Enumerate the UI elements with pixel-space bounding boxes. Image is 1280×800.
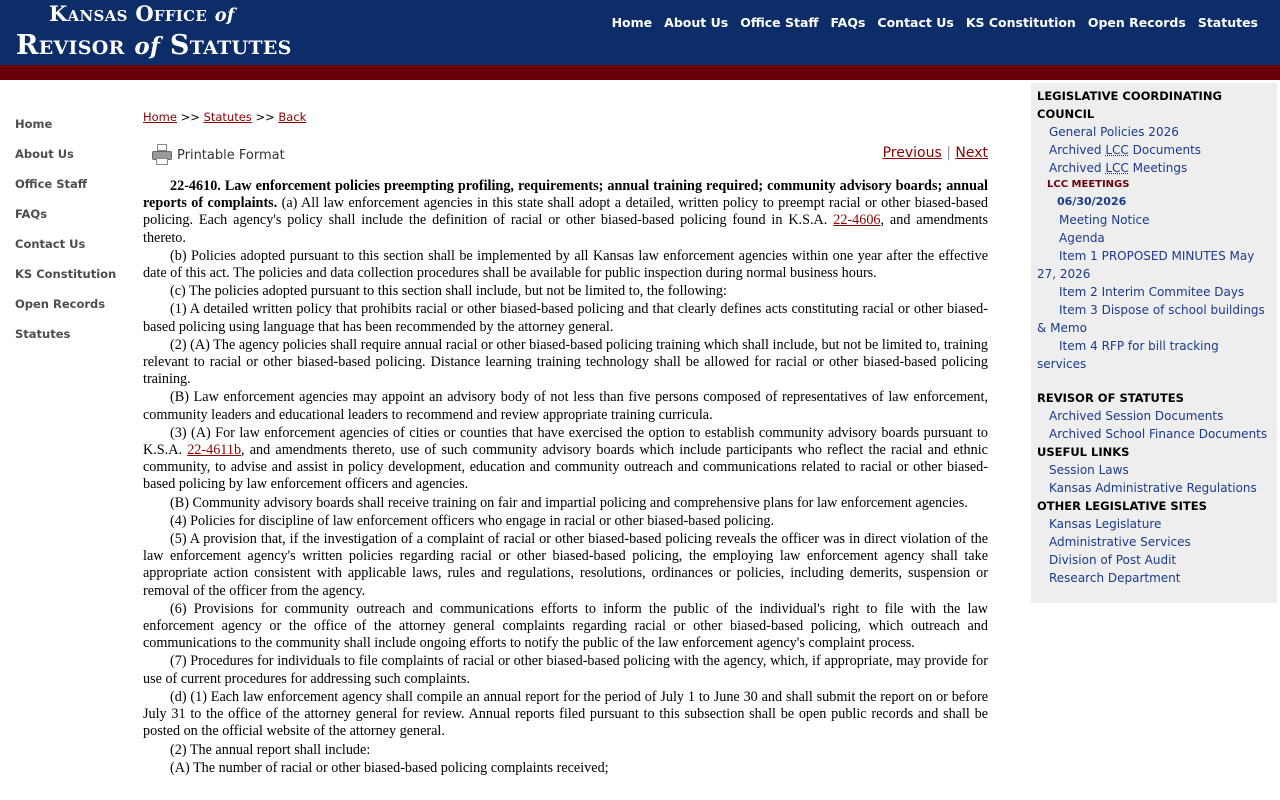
- statute-paragraph: (5) A provision that, if the investigation of a complaint of racial or other biased-based policing reveals the officer was in direct violation of the law enforcement agency's written policies regarding racial or other biased-based policing, the employing law enforcement agency shall take appropriate action consistent with applicable laws, rules and regulations, resolutions, ordinances or policies, including demerits, suspension or removal of the officer from the agency.: [143, 531, 988, 599]
- statute-paragraph: (7) Procedures for individuals to file complaints of racial or other biased-based policing with the agency, which, if appropriate, may provide for use of current procedures for addressing such complaints.: [143, 653, 988, 687]
- left-nav: [15, 117, 135, 357]
- logo-text-revisor: Revisor: [16, 30, 125, 61]
- breadcrumb-separator: >>: [180, 110, 200, 124]
- statute-heading: 22-4610. Law enforcement policies preempting profiling, requirements; annual training required; community advisory boards; annual reports of complaints.: [143, 178, 988, 212]
- archived-session-documents-link[interactable]: Archived Session Documents: [1049, 409, 1224, 423]
- statute-paragraph: (A) The number of racial or other biased-based policing complaints received;: [170, 759, 609, 776]
- statute-toolbar: [143, 144, 988, 174]
- link-text: Archived: [1049, 161, 1106, 175]
- site-header: [0, 0, 1280, 65]
- left-nav-open-records[interactable]: Open Records: [15, 297, 106, 311]
- left-nav-ks-constitution[interactable]: KS Constitution: [15, 267, 117, 281]
- left-nav-faqs[interactable]: FAQs: [15, 207, 48, 221]
- printable-format-link[interactable]: [151, 144, 285, 166]
- left-nav-office-staff[interactable]: Office Staff: [15, 177, 88, 191]
- statute-paragraph: (1) A detailed written policy that prohibits racial or other biased-based policing and that clearly defines acts constituting racial or other biased-based policing using language that has been recommended by the attorney general.: [143, 301, 988, 335]
- item-1-minutes-link[interactable]: Item 1 PROPOSED MINUTES May 27, 2026: [1037, 249, 1255, 281]
- lcc-meetings-label: LCC MEETINGS: [1047, 179, 1130, 190]
- top-nav: [600, 15, 1258, 30]
- top-nav-ks-constitution[interactable]: KS Constitution: [965, 15, 1076, 30]
- statute-paragraph: (B) Law enforcement agencies may appoint an advisory body of not less than five persons composed of representatives of law enforcement, community leaders and educational leaders to recommend and review appropriate training curricula.: [143, 389, 988, 423]
- statute-text-run: (a) All law enforcement agencies in this state shall adopt a detailed, written policy to preempt racial or other biased-based policing. Each agency's policy shall include the definition of racial or other biased-based policing found in K.S.A.: [143, 195, 988, 229]
- statute-link-22-4611b[interactable]: 22-4611b: [187, 442, 242, 459]
- logo-line-1: [49, 1, 235, 26]
- post-audit-link[interactable]: Division of Post Audit: [1049, 553, 1177, 567]
- left-nav-home[interactable]: Home: [15, 117, 53, 131]
- left-nav-contact-us[interactable]: Contact Us: [15, 237, 86, 251]
- useful-links-title: USEFUL LINKS: [1037, 445, 1130, 459]
- top-nav-about-us[interactable]: About Us: [664, 15, 729, 30]
- link-text: Documents: [1128, 143, 1202, 157]
- statute-link-22-4606[interactable]: 22-4606: [833, 212, 881, 229]
- top-nav-statutes[interactable]: Statutes: [1197, 15, 1258, 30]
- printer-icon: [151, 144, 173, 166]
- printable-format-label: Printable Format: [177, 147, 285, 163]
- lcc-section-title: LEGISLATIVE COORDINATING COUNCIL: [1037, 89, 1222, 121]
- header-stripe: [0, 65, 1280, 80]
- next-link[interactable]: Next: [955, 145, 988, 161]
- lcc-abbr: LCC: [1105, 161, 1129, 175]
- item-2-interim-days-link[interactable]: Item 2 Interim Commitee Days: [1059, 285, 1245, 299]
- top-nav-open-records[interactable]: Open Records: [1087, 15, 1186, 30]
- breadcrumb-back[interactable]: Back: [278, 110, 307, 124]
- statute-paragraph: (4) Policies for discipline of law enforcement officers who engage in racial or other biased-based policing.: [170, 512, 775, 529]
- right-sidebar: [1031, 83, 1277, 603]
- kansas-legislature-link[interactable]: Kansas Legislature: [1049, 517, 1162, 531]
- item-4-rfp-link[interactable]: Item 4 RFP for bill tracking services: [1037, 339, 1219, 371]
- left-nav-statutes[interactable]: Statutes: [15, 327, 71, 341]
- ks-admin-regulations-link[interactable]: Kansas Administrative Regulations: [1049, 481, 1257, 495]
- statute-paragraph: (6) Provisions for community outreach and communications efforts to inform the public of the individual's right to file with the law enforcement agency or the office of the attorney general complaints regarding racial or other biased-based policing, which outreach and communications to the community shall include ongoing efforts to notify the public of the law enforcement agency's complaint process.: [143, 600, 988, 652]
- breadcrumb: [143, 110, 988, 124]
- lcc-archived-meetings-link[interactable]: [1049, 161, 1187, 175]
- statute-paragraph: (2) The annual report shall include:: [170, 741, 371, 758]
- breadcrumb-home[interactable]: Home: [143, 110, 177, 124]
- left-nav-about-us[interactable]: About Us: [15, 147, 74, 161]
- statute-paragraph: [143, 425, 988, 494]
- meeting-date: 06/30/2026: [1057, 195, 1127, 208]
- top-nav-office-staff[interactable]: Office Staff: [740, 15, 819, 30]
- meeting-notice-link[interactable]: Meeting Notice: [1059, 213, 1150, 227]
- prev-next-divider: |: [946, 145, 951, 161]
- lcc-general-policies-link[interactable]: General Policies 2026: [1049, 125, 1179, 139]
- statute-text-run: , and amendments thereto.: [143, 212, 988, 246]
- statute-paragraph: [143, 178, 988, 247]
- research-department-link[interactable]: Research Department: [1049, 571, 1181, 585]
- logo-text-kansas-office: Kansas Office: [49, 1, 208, 26]
- statute-text: [143, 178, 988, 777]
- link-text: Archived: [1049, 143, 1106, 157]
- other-sites-title: OTHER LEGISLATIVE SITES: [1037, 499, 1207, 513]
- statute-text-run: (3) (A) For law enforcement agencies of cities or counties that have exercised the option to establish community advisory boards pursuant to K.S.A.: [143, 424, 988, 459]
- main-content: [143, 110, 988, 778]
- logo-text-of-2: of: [134, 33, 161, 60]
- lcc-archived-documents-link[interactable]: [1049, 143, 1201, 157]
- top-nav-contact-us[interactable]: Contact Us: [877, 15, 954, 30]
- breadcrumb-separator: >>: [255, 110, 275, 124]
- logo-text-statutes: Statutes: [169, 30, 292, 61]
- logo-text-of: of: [214, 5, 235, 26]
- statute-paragraph: (d) (1) Each law enforcement agency shall compile an annual report for the period of July 1 to June 30 and shall submit the report on or before July 31 to the office of the attorney general for review. Annual reports filed pursuant to this subsection shall be open public records and shall be posted on the official website of the attorney general.: [143, 688, 988, 740]
- top-nav-faqs[interactable]: FAQs: [830, 15, 866, 30]
- breadcrumb-statutes[interactable]: Statutes: [203, 110, 252, 124]
- previous-link[interactable]: Previous: [882, 145, 942, 161]
- administrative-services-link[interactable]: Administrative Services: [1049, 535, 1191, 549]
- revisor-section-title: REVISOR OF STATUTES: [1037, 391, 1184, 405]
- statute-paragraph: (2) (A) The agency policies shall require annual racial or other biased-based policing training which shall include, but not be limited to, training relevant to racial or other biased-based policing. Distance learning training technology shall be allowed for racial or other biased-based policing training.: [143, 336, 988, 388]
- item-3-dispose-buildings-link[interactable]: Item 3 Dispose of school buildings & Memo: [1037, 303, 1265, 335]
- prev-next-nav: [883, 145, 988, 161]
- lcc-abbr: LCC: [1105, 143, 1129, 157]
- statute-paragraph: (c) The policies adopted pursuant to this section shall include, but not be limited to, the following:: [170, 283, 727, 300]
- sidebar-spacer: [1037, 373, 1271, 389]
- logo-line-2: [16, 30, 292, 61]
- top-nav-home[interactable]: Home: [611, 15, 653, 30]
- statute-text-run: , and amendments thereto, use of such community advisory boards which include participants who reflect the racial and ethnic community, to advise and assist in policy development, education and community outreach and communications related to racial or other biased-based policing by law enforcement officers and agencies.: [143, 442, 988, 493]
- link-text: Meetings: [1128, 161, 1188, 175]
- archived-school-finance-link[interactable]: Archived School Finance Documents: [1049, 427, 1268, 441]
- statute-paragraph: (B) Community advisory boards shall receive training on fair and impartial policing and comprehensive plans for law enforcement agencies.: [170, 494, 968, 511]
- session-laws-link[interactable]: Session Laws: [1049, 463, 1129, 477]
- statute-paragraph: (b) Policies adopted pursuant to this section shall be implemented by all Kansas law enforcement agencies within one year after the effective date of this act. The policies and data collection procedures shall be available for public inspection during normal business hours.: [143, 247, 988, 282]
- agenda-link[interactable]: Agenda: [1059, 231, 1105, 245]
